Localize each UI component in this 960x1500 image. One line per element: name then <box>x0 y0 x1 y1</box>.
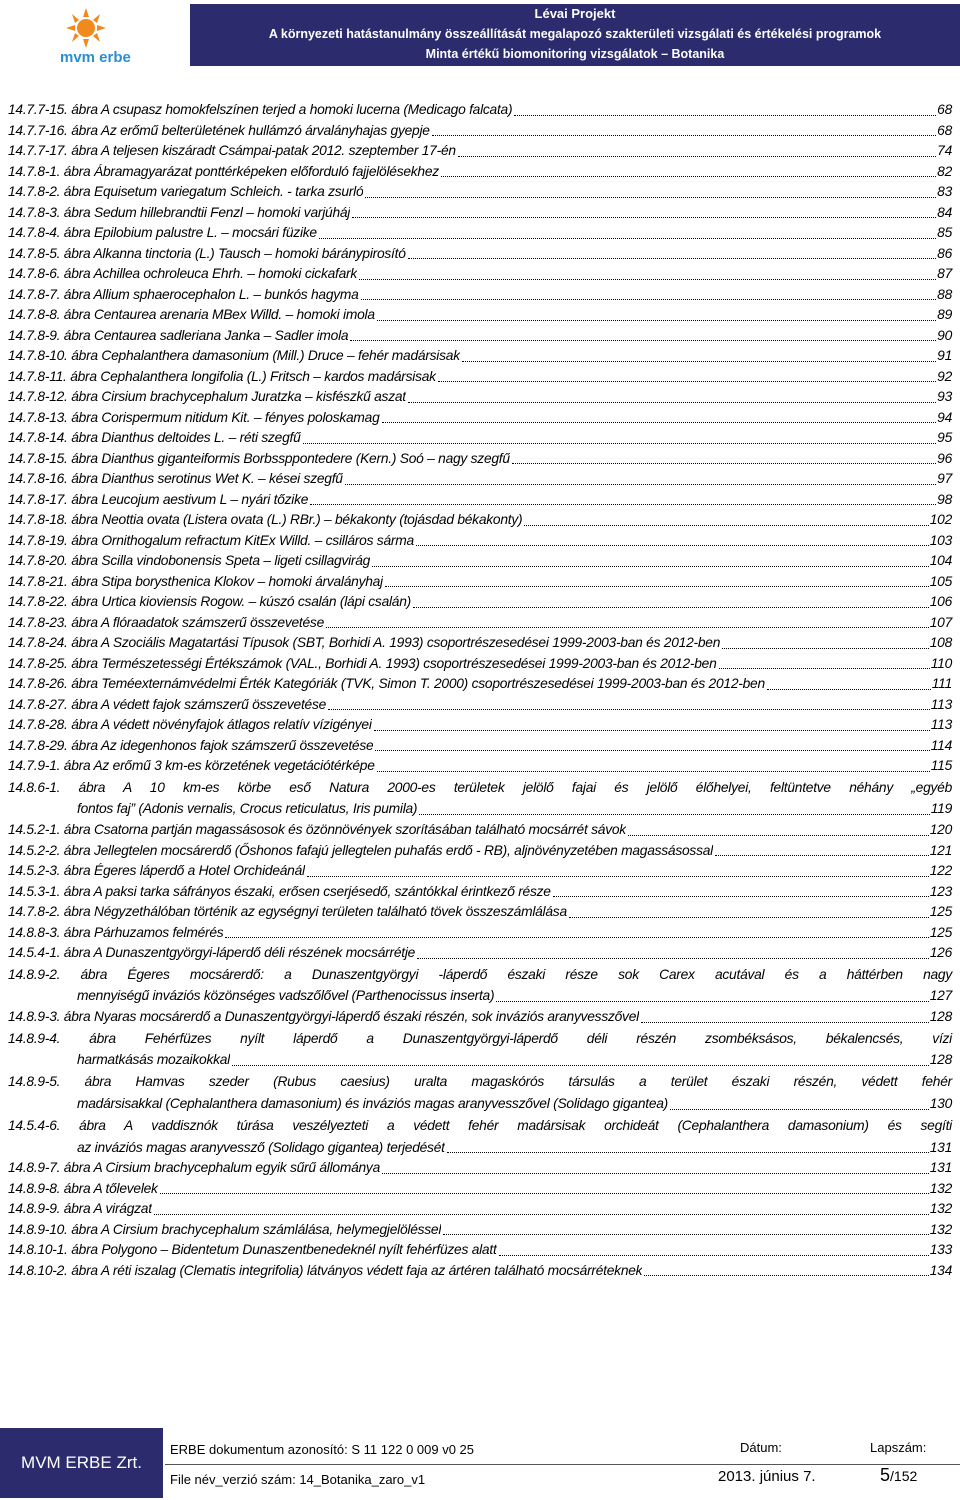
toc-leader-dots <box>375 750 929 751</box>
toc-entry[interactable] <box>8 182 952 203</box>
page-total: /152 <box>890 1468 918 1484</box>
toc-leader-dots <box>408 402 936 403</box>
toc-leader-dots <box>303 443 937 444</box>
footer-company: MVM ERBE Zrt. <box>0 1428 163 1498</box>
toc-page-number: 132 <box>929 1180 952 1196</box>
toc-entry[interactable] <box>8 1199 952 1220</box>
toc-entry-continuation <box>8 1093 952 1115</box>
toc-entry[interactable] <box>8 490 952 511</box>
toc-leader-dots <box>416 545 929 546</box>
toc-entry-title: 14.5.2-1. ábra Csatorna partján magassásosok és özönnövények szorításában található mocsárrét sávok <box>8 822 626 838</box>
toc-entry-title-cont: madársisakkal (Cephalanthera damasonium) és inváziós magas aranyvesszővel (Solidago gigantea) <box>77 1096 669 1112</box>
logo-text: mvm erbe <box>60 49 131 66</box>
toc-leader-dots <box>432 135 936 136</box>
toc-entry-title: 14.7.7-16. ábra Az erőmű belterületének hullámzó árvalányhajas gyepje <box>8 122 430 138</box>
toc-entry-title: 14.8.9-2. ábra Égeres mocsárerdő: a Dunaszentgyörgyi -láperdő északi része sok Carex acutával és a háttérben nagy <box>8 966 952 982</box>
toc-leader-dots <box>365 197 936 198</box>
toc-entry-title: 14.7.8-17. ábra Leucojum aestivum L – nyári tőzike <box>8 491 309 507</box>
toc-page-number: 127 <box>929 988 952 1004</box>
toc-entry-continuation <box>8 798 952 820</box>
toc-page-number: 97 <box>937 471 952 486</box>
toc-entry[interactable] <box>8 408 952 429</box>
toc-leader-dots <box>359 279 936 280</box>
toc-page-number: 119 <box>930 801 952 817</box>
toc-leader-dots <box>352 217 936 218</box>
toc-leader-dots <box>443 1234 929 1235</box>
toc-entry[interactable] <box>8 1261 952 1282</box>
toc-page-number: 110 <box>930 655 952 671</box>
toc-entry[interactable] <box>8 572 952 593</box>
toc-page-number: 86 <box>937 245 952 261</box>
toc-entry-title: 14.7.8-24. ábra A Szociális Magatartási Típusok (SBT, Borhidi A. 1993) csoportrészesedései 1999-2003-ban és 2012-ben <box>8 635 721 650</box>
toc-entry[interactable] <box>8 756 952 777</box>
toc-leader-dots <box>524 525 928 526</box>
toc-entry-title: 14.7.8-12. ábra Cirsium brachycephalum Juratzka – kisfészkű aszat <box>8 389 406 404</box>
toc-page-number: 90 <box>937 327 952 343</box>
toc-entry-title: 14.7.8-22. ábra Urtica kioviensis Rogow. – kúszó csalán (lápi csalán) <box>8 594 411 609</box>
toc-page-number: 83 <box>937 184 952 199</box>
footer-date: 2013. június 7. <box>718 1468 816 1485</box>
toc-entry[interactable] <box>8 346 952 367</box>
toc-entry[interactable] <box>8 1071 952 1115</box>
toc-page-number: 128 <box>929 1009 952 1025</box>
toc-leader-dots <box>382 422 937 423</box>
footer-divider <box>165 1464 960 1465</box>
toc-entry[interactable] <box>8 551 952 572</box>
toc-page-number: 123 <box>929 883 952 899</box>
toc-page-number: 98 <box>937 491 952 507</box>
toc-page-number: 126 <box>929 945 952 961</box>
toc-entry-title: 14.7.8-21. ábra Stipa borysthenica Klokov – homoki árvalányhaj <box>8 573 383 589</box>
toc-entry[interactable] <box>8 964 952 1008</box>
toc-leader-dots <box>417 958 929 959</box>
toc-entry[interactable] <box>8 141 952 162</box>
toc-page-number: 125 <box>929 924 952 940</box>
toc-entry-title: 14.7.8-8. ábra Centaurea arenaria MBex Willd. – homoki imola <box>8 307 375 322</box>
section-title: Minta értékű biomonitoring vizsgálatok – Botanika <box>425 47 725 61</box>
toc-entry-title: 14.8.9-10. ábra A Cirsium brachycephalum számlálása, helymegjelöléssel <box>8 1221 442 1237</box>
footer-page-number <box>880 1465 917 1486</box>
toc-entry-title: 14.5.4-1. ábra A Dunaszentgyörgyi-láperdő déli részének mocsárrétje <box>8 945 416 961</box>
toc-entry[interactable] <box>8 923 952 944</box>
toc-entry-title: 14.7.8-29. ábra Az idegenhonos fajok számszerű összevetése <box>8 737 374 753</box>
toc-page-number: 133 <box>929 1242 952 1258</box>
toc-page-number: 68 <box>937 122 952 138</box>
toc-leader-dots <box>514 115 936 116</box>
toc-page-number: 131 <box>929 1139 952 1155</box>
toc-page-number: 105 <box>929 573 952 589</box>
toc-entry-title: 14.7.8-6. ábra Achillea ochroleuca Ehrh. – homoki cickafark <box>8 266 358 281</box>
toc-leader-dots <box>722 648 929 649</box>
toc-entry[interactable] <box>8 264 952 285</box>
toc-entry[interactable] <box>8 613 952 634</box>
toc-entry[interactable] <box>8 902 952 923</box>
toc-entry-title: 14.7.8-26. ábra Teméexternámvédelmi Érték Kategóriák (TVK, Simon T. 2000) csoportrészesedései 1999-2003-ban és 2012-ben <box>8 676 765 691</box>
sun-logo-icon <box>48 6 148 66</box>
toc-leader-dots <box>458 156 936 157</box>
toc-leader-dots <box>310 504 936 505</box>
toc-entry-title: 14.7.8-2. ábra Equisetum variegatum Schleich. - tarka zsurló <box>8 184 364 199</box>
header-band <box>190 4 960 66</box>
toc-entry-title: 14.8.9-8. ábra A tőlevelek <box>8 1180 158 1196</box>
toc-page-number: 111 <box>931 676 952 691</box>
table-of-figures <box>8 100 952 1281</box>
toc-entry-title: 14.7.8-7. ábra Allium sphaerocephalon L. – bunkós hagyma <box>8 286 359 302</box>
toc-leader-dots <box>413 607 929 608</box>
footer-date-label: Dátum: <box>740 1440 782 1455</box>
toc-entry-title-cont: fontos faj” (Adonis vernalis, Crocus reticulatus, Iris pumila) <box>77 801 418 817</box>
toc-entry[interactable] <box>8 203 952 224</box>
toc-entry-title-cont: harmatkásás mozaikokkal <box>77 1052 230 1068</box>
toc-leader-dots <box>441 176 936 177</box>
toc-entry[interactable] <box>8 592 952 613</box>
toc-page-number: 122 <box>929 863 952 879</box>
toc-leader-dots <box>408 258 936 259</box>
toc-leader-dots <box>372 566 929 567</box>
toc-entry-title: 14.7.7-17. ábra A teljesen kiszáradt Csámpai-patak 2012. szeptember 17-én <box>8 143 456 158</box>
toc-leader-dots <box>350 340 936 341</box>
toc-entry[interactable] <box>8 736 952 757</box>
project-subtitle: A környezeti hatástanulmány összeállítását megalapozó szakterületi vizsgálati és értékelési programok <box>268 27 882 41</box>
toc-leader-dots <box>670 1109 929 1110</box>
toc-entry-title: 14.8.9-3. ábra Nyaras mocsárerdő a Dunaszentgyörgyi-láperdő északi részén, sok inváziós aranyvesszővel <box>8 1009 639 1025</box>
toc-page-number: 114 <box>930 737 952 753</box>
toc-page-number: 128 <box>929 1052 952 1068</box>
toc-entry-title: 14.7.8-11. ábra Cephalanthera longifolia (L.) Fritsch – kardos madársisak <box>8 368 436 384</box>
toc-leader-dots <box>569 917 929 918</box>
toc-entry-title: 14.7.8-15. ábra Dianthus giganteiformis Borbssppontedere (Kern.) Soó – nagy szegfű <box>8 450 510 466</box>
toc-entry[interactable] <box>8 1179 952 1200</box>
toc-page-number: 131 <box>929 1160 952 1176</box>
page-current: 5 <box>880 1465 891 1485</box>
toc-entry[interactable] <box>8 223 952 244</box>
toc-entry[interactable] <box>8 121 952 142</box>
toc-entry-title-cont: mennyiségű inváziós közönséges vadszőlővel (Parthenocissus inserta) <box>77 988 495 1004</box>
toc-leader-dots <box>361 299 937 300</box>
toc-entry[interactable] <box>8 469 952 490</box>
toc-leader-dots <box>462 361 936 362</box>
toc-page-number: 94 <box>937 409 952 425</box>
toc-entry-title: 14.7.7-15. ábra A csupasz homokfelszínen terjed a homoki lucerna (Medicago falcata) <box>8 102 513 117</box>
toc-page-number: 88 <box>937 286 952 302</box>
toc-leader-dots <box>385 586 929 587</box>
toc-entry-title: 14.7.8-20. ábra Scilla vindobonensis Speta – ligeti csillagvirág <box>8 553 371 568</box>
toc-entry[interactable] <box>8 943 952 964</box>
toc-page-number: 107 <box>929 614 952 630</box>
toc-entry-title: 14.7.8-25. ábra Természetességi Értékszámok (VAL., Borhidi A. 1993) csoportrészesedései 1999-2003-ban és 2012-ben <box>8 655 717 671</box>
toc-leader-dots <box>767 689 931 690</box>
toc-entry-title: 14.8.9-4. ábra Fehérfüzes nyílt láperdő a Dunaszentgyörgyi-láperdő déli részén zsombéksásos, békalencsés, vízi <box>8 1030 952 1046</box>
toc-page-number: 91 <box>937 348 952 363</box>
toc-page-number: 85 <box>937 225 952 240</box>
toc-entry[interactable] <box>8 1158 952 1179</box>
toc-leader-dots <box>345 484 936 485</box>
toc-entry[interactable] <box>8 1007 952 1028</box>
toc-entry-title: 14.8.10-1. ábra Polygono – Bidentetum Dunaszentbenedeknél nyílt fehérfüzes alatt <box>8 1242 497 1258</box>
mvm-erbe-logo <box>48 6 148 66</box>
toc-entry-title: 14.5.4-6. ábra A vaddisznók túrása veszélyezteti a védett fehér madársisak orchideát (Cephalanthera damasonium) és segíti <box>8 1117 952 1133</box>
toc-entry[interactable] <box>8 326 952 347</box>
toc-leader-dots <box>160 1193 929 1194</box>
toc-entry-title: 14.7.8-10. ábra Cephalanthera damasonium (Mill.) Druce – fehér madársisak <box>8 348 460 363</box>
toc-leader-dots <box>644 1275 928 1276</box>
toc-entry-title: 14.7.8-1. ábra Ábramagyarázat ponttérképeken előforduló fajjelölésekhez <box>8 163 439 179</box>
toc-entry[interactable] <box>8 387 952 408</box>
toc-entry[interactable] <box>8 162 952 183</box>
toc-page-number: 74 <box>937 143 952 158</box>
toc-leader-dots <box>628 835 929 836</box>
toc-entry[interactable] <box>8 1115 952 1159</box>
toc-page-number: 84 <box>937 204 952 220</box>
toc-entry[interactable] <box>8 715 952 736</box>
toc-page-number: 93 <box>937 389 952 404</box>
toc-entry-title: 14.7.8-27. ábra A védett fajok számszerű összevetése <box>8 696 327 712</box>
toc-page-number: 87 <box>937 266 952 281</box>
toc-entry[interactable] <box>8 861 952 882</box>
toc-entry[interactable] <box>8 428 952 449</box>
toc-entry[interactable] <box>8 695 952 716</box>
toc-entry[interactable] <box>8 531 952 552</box>
toc-entry[interactable] <box>8 654 952 675</box>
toc-entry[interactable] <box>8 100 952 121</box>
toc-entry-title: 14.8.9-7. ábra A Cirsium brachycephalum egyik sűrű állománya <box>8 1160 381 1176</box>
toc-leader-dots <box>154 1214 929 1215</box>
toc-leader-dots <box>374 730 930 731</box>
toc-entry-title: 14.5.2-2. ábra Jellegtelen mocsárerdő (Őshonos fafajú jellegtelen puhafás erdő - RB), aljnövényzetében magassásossal <box>8 842 713 858</box>
toc-entry-title: 14.7.8-2. ábra Négyzethálóban történik az egységnyi területen található tövek összeszámlálása <box>8 904 567 920</box>
toc-entry[interactable] <box>8 244 952 265</box>
toc-entry-title: 14.7.8-13. ábra Corispermum nitidum Kit. – fényes poloskamag <box>8 409 380 425</box>
toc-page-number: 95 <box>937 430 952 445</box>
toc-entry-title: 14.7.8-16. ábra Dianthus serotinus Wet K. – kései szegfű <box>8 471 343 486</box>
toc-page-number: 121 <box>929 842 952 858</box>
toc-page-number: 68 <box>937 102 952 117</box>
toc-page-number: 102 <box>929 512 952 527</box>
toc-leader-dots <box>377 320 936 321</box>
toc-page-number: 132 <box>929 1201 952 1217</box>
toc-entry-title: 14.8.8-3. ábra Párhuzamos felmérés <box>8 924 224 940</box>
toc-entry-title: 14.7.8-9. ábra Centaurea sadleriana Janka – Sadler imola <box>8 327 349 343</box>
toc-entry[interactable] <box>8 1240 952 1261</box>
toc-page-number: 103 <box>929 532 952 548</box>
toc-page-number: 130 <box>929 1096 952 1112</box>
toc-leader-dots <box>641 1022 929 1023</box>
toc-entry[interactable] <box>8 510 952 531</box>
toc-entry-title: 14.7.8-5. ábra Alkanna tinctoria (L.) Tausch – homoki báránypirosító <box>8 245 406 261</box>
toc-page-number: 96 <box>937 450 952 466</box>
toc-entry[interactable] <box>8 841 952 862</box>
toc-leader-dots <box>326 627 929 628</box>
footer-file-name: File név_verzió szám: 14_Botanika_zaro_v1 <box>170 1472 426 1487</box>
toc-page-number: 134 <box>929 1262 952 1278</box>
toc-page-number: 82 <box>937 163 952 179</box>
toc-page-number: 125 <box>929 904 952 920</box>
toc-leader-dots <box>715 855 929 856</box>
toc-entry-title: 14.7.8-18. ábra Neottia ovata (Listera ovata (L.) RBr.) – békakonty (tojásdad békakonty) <box>8 512 523 527</box>
toc-entry-continuation <box>8 1049 952 1071</box>
footer-page-label: Lapszám: <box>870 1440 927 1455</box>
toc-leader-dots <box>225 937 928 938</box>
toc-leader-dots <box>447 1152 929 1153</box>
toc-entry[interactable] <box>8 1028 952 1072</box>
toc-entry-title: 14.7.8-4. ábra Epilobium palustre L. – mocsári füzike <box>8 225 317 240</box>
toc-entry[interactable] <box>8 674 952 695</box>
toc-page-number: 89 <box>937 307 952 322</box>
toc-leader-dots <box>512 463 936 464</box>
toc-entry-title: 14.8.10-2. ábra A réti iszalag (Clematis integrifolia) látványos védett faja az ártéren található mocsárréteknek <box>8 1262 643 1278</box>
toc-entry-title: 14.7.8-28. ábra A védett növényfajok átlagos relatív vízigényei <box>8 717 372 732</box>
page-header <box>0 0 960 70</box>
toc-entry-continuation <box>8 985 952 1007</box>
toc-page-number: 104 <box>929 553 952 568</box>
toc-leader-dots <box>553 896 929 897</box>
toc-page-number: 113 <box>930 717 952 732</box>
toc-page-number: 108 <box>929 635 952 650</box>
toc-leader-dots <box>719 668 930 669</box>
toc-entry[interactable] <box>8 285 952 306</box>
toc-entry[interactable] <box>8 820 952 841</box>
toc-entry-title-cont: az inváziós magas aranyvessző (Solidago gigantea) terjedését <box>77 1139 445 1155</box>
footer-doc-id: ERBE dokumentum azonosító: S 11 122 0 009 v0 25 <box>170 1442 475 1457</box>
toc-leader-dots <box>319 238 936 239</box>
toc-entry-title: 14.5.2-3. ábra Égeres láperdő a Hotel Orchideánál <box>8 863 305 879</box>
toc-leader-dots <box>438 381 936 382</box>
toc-entry-title: 14.7.8-14. ábra Dianthus deltoides L. – réti szegfű <box>8 430 301 445</box>
toc-entry[interactable] <box>8 882 952 903</box>
toc-page-number: 115 <box>930 758 952 773</box>
toc-entry-title: 14.7.9-1. ábra Az erőmű 3 km-es körzetének vegetációtérképe <box>8 758 375 773</box>
toc-entry-title: 14.8.9-5. ábra Hamvas szeder (Rubus caesius) uralta magaskórós társulás a terület északi részén, védett fehér <box>8 1074 952 1090</box>
project-title: Lévai Projekt <box>534 6 616 21</box>
toc-entry-title: 14.8.6-1. ábra A 10 km-es körbe eső Natura 2000-es területek jelölő fajai és jelölő élőhelyei, feltüntetve néhány „egyéb <box>8 779 952 795</box>
toc-leader-dots <box>419 814 929 815</box>
toc-page-number: 113 <box>930 696 952 712</box>
toc-page-number: 132 <box>929 1221 952 1237</box>
toc-entry-title: 14.7.8-3. ábra Sedum hillebrandtii Fenzl – homoki varjúháj <box>8 204 351 220</box>
page-footer <box>0 1428 960 1500</box>
toc-entry[interactable] <box>8 1220 952 1241</box>
toc-entry-title: 14.8.9-9. ábra A virágzat <box>8 1201 152 1217</box>
toc-entry[interactable] <box>8 633 952 654</box>
toc-entry-title: 14.7.8-19. ábra Ornithogalum refractum KitEx Willd. – csilláros sárma <box>8 532 414 548</box>
toc-leader-dots <box>496 1001 928 1002</box>
toc-leader-dots <box>328 709 930 710</box>
toc-leader-dots <box>382 1173 929 1174</box>
toc-entry[interactable] <box>8 449 952 470</box>
toc-entry-continuation <box>8 1137 952 1159</box>
toc-leader-dots <box>307 876 929 877</box>
toc-page-number: 120 <box>929 822 952 838</box>
toc-page-number: 106 <box>929 594 952 609</box>
toc-entry-title: 14.7.8-23. ábra A flóraadatok számszerű összevetése <box>8 614 324 630</box>
toc-page-number: 92 <box>937 368 952 384</box>
toc-leader-dots <box>377 771 930 772</box>
toc-entry[interactable] <box>8 305 952 326</box>
toc-entry-title: 14.5.3-1. ábra A paksi tarka sáfrányos északi, erősen cserjésedő, szántókkal érintkező része <box>8 883 551 899</box>
toc-leader-dots <box>499 1255 929 1256</box>
toc-entry[interactable] <box>8 777 952 821</box>
toc-leader-dots <box>232 1065 929 1066</box>
toc-entry[interactable] <box>8 367 952 388</box>
